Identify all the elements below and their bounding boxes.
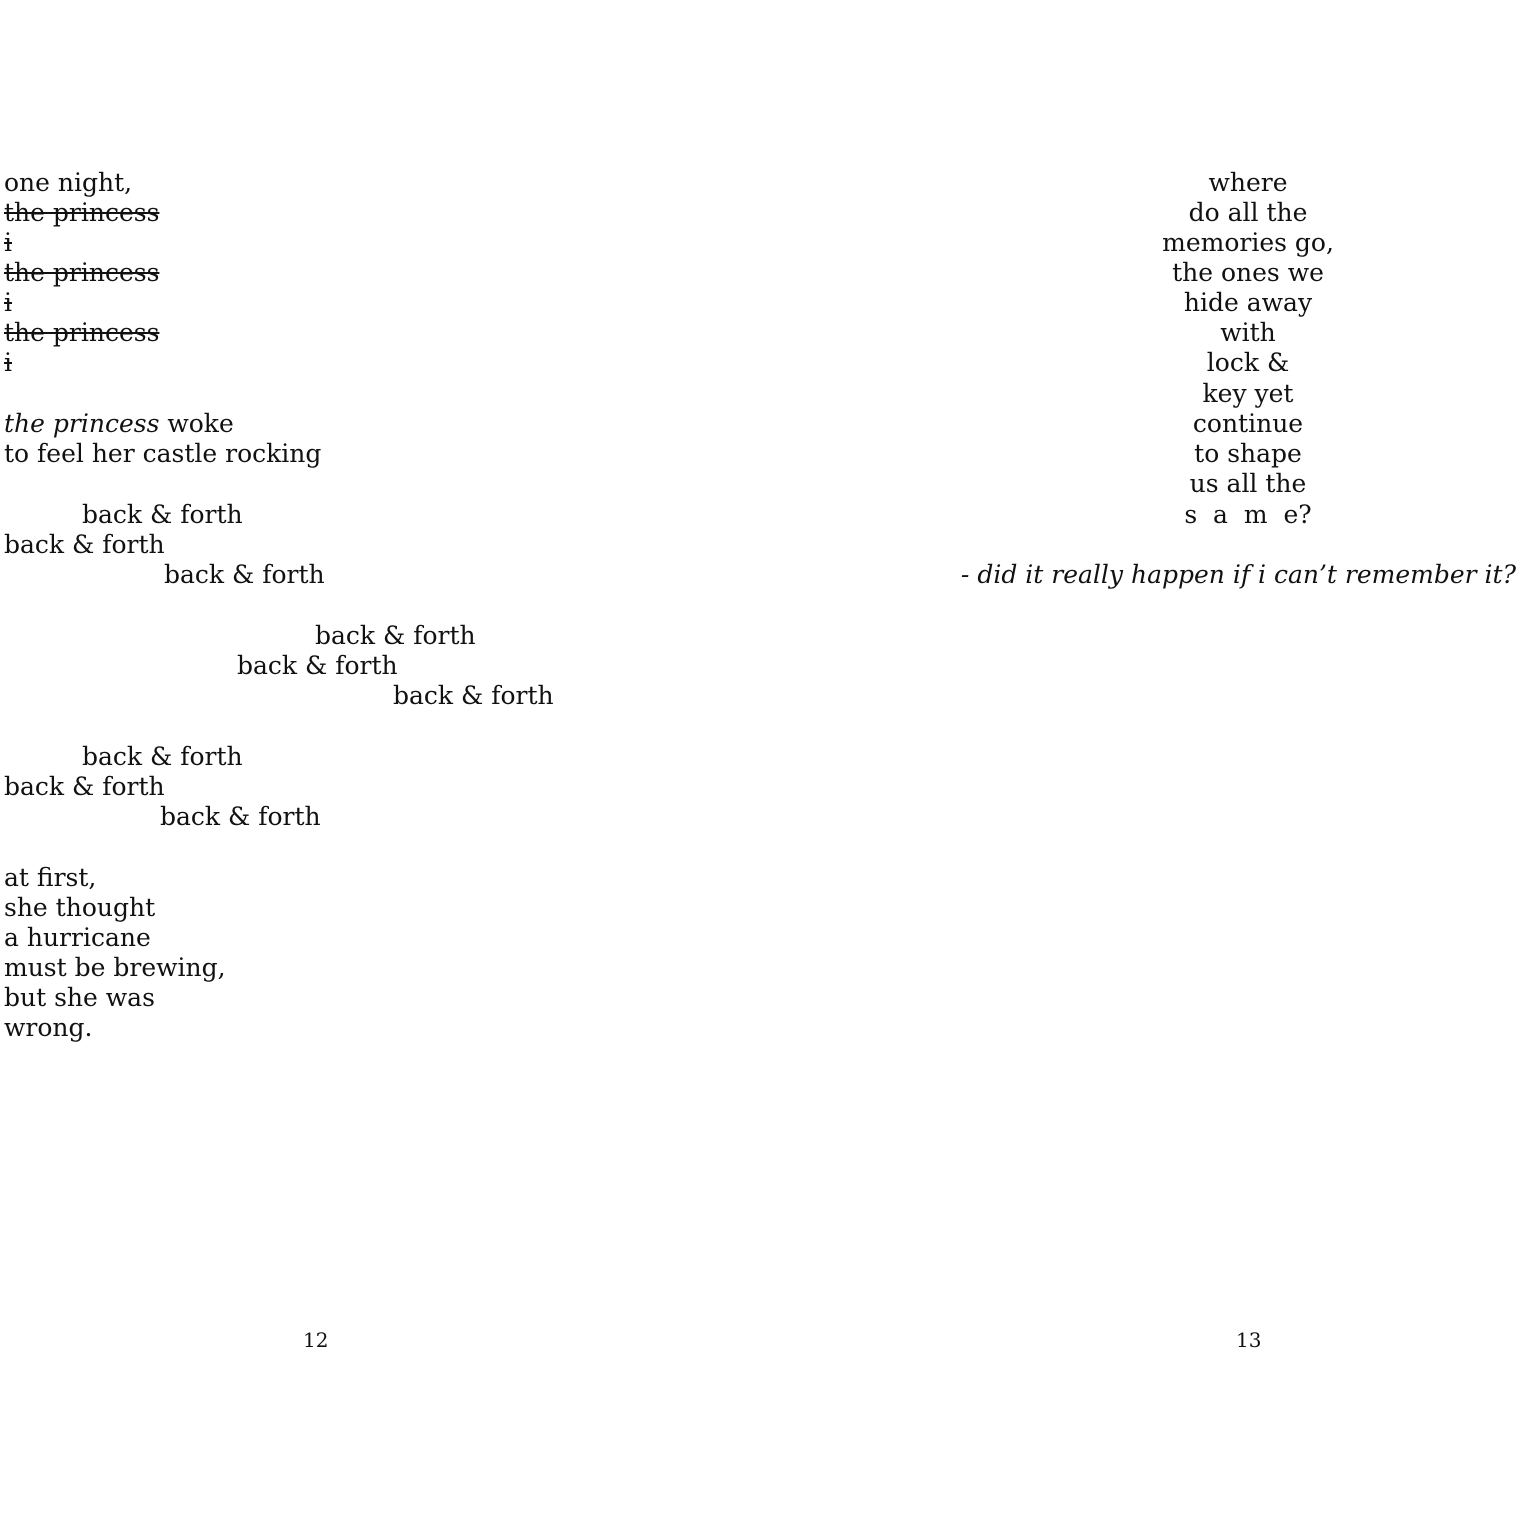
- poem-line: but she was: [4, 983, 155, 1012]
- poem-line: lock &: [1206, 348, 1290, 377]
- poem-line: at first,: [4, 863, 97, 892]
- poem-line: memories go,: [1162, 228, 1334, 257]
- page-number: 12: [303, 1328, 329, 1352]
- poem-line: s a m e?: [1184, 500, 1312, 529]
- poem-line: to feel her castle rocking: [4, 439, 322, 468]
- back-forth-line: back & forth: [164, 560, 325, 589]
- epigraph: - did it really happen if i can’t remember it?: [960, 560, 1516, 589]
- page-number: 13: [1236, 1328, 1262, 1352]
- struck-line: i: [4, 228, 12, 257]
- poem-line: wrong.: [4, 1013, 93, 1042]
- poem-line: do all the: [1188, 198, 1308, 227]
- poem-line: the ones we: [1172, 258, 1324, 287]
- italic-phrase: the princess: [4, 409, 160, 438]
- poem-line-woke: [4, 409, 234, 439]
- struck-line: the princess: [4, 258, 160, 287]
- poem-line: one night,: [4, 168, 133, 197]
- poem-line: must be brewing,: [4, 953, 226, 982]
- poem-line: continue: [1192, 409, 1304, 438]
- poem-line: us all the: [1189, 469, 1307, 498]
- back-forth-line: back & forth: [82, 500, 243, 529]
- poem-line: to shape: [1194, 439, 1302, 468]
- back-forth-line: back & forth: [237, 651, 398, 680]
- struck-line: i: [4, 288, 12, 317]
- struck-line: the princess: [4, 318, 160, 347]
- back-forth-line: back & forth: [160, 802, 321, 831]
- poem-line: with: [1220, 318, 1276, 347]
- poem-line: a hurricane: [4, 923, 151, 952]
- poem-line: where: [1208, 168, 1288, 197]
- back-forth-line: back & forth: [4, 772, 165, 801]
- poem-line: she thought: [4, 893, 156, 922]
- struck-line: i: [4, 348, 12, 377]
- back-forth-line: back & forth: [315, 621, 476, 650]
- poem-line: hide away: [1183, 288, 1313, 317]
- back-forth-line: back & forth: [393, 681, 554, 710]
- back-forth-line: back & forth: [82, 742, 243, 771]
- back-forth-line: back & forth: [4, 530, 165, 559]
- plain-phrase: woke: [159, 409, 234, 438]
- struck-line: the princess: [4, 198, 160, 227]
- poem-line: key yet: [1202, 379, 1294, 408]
